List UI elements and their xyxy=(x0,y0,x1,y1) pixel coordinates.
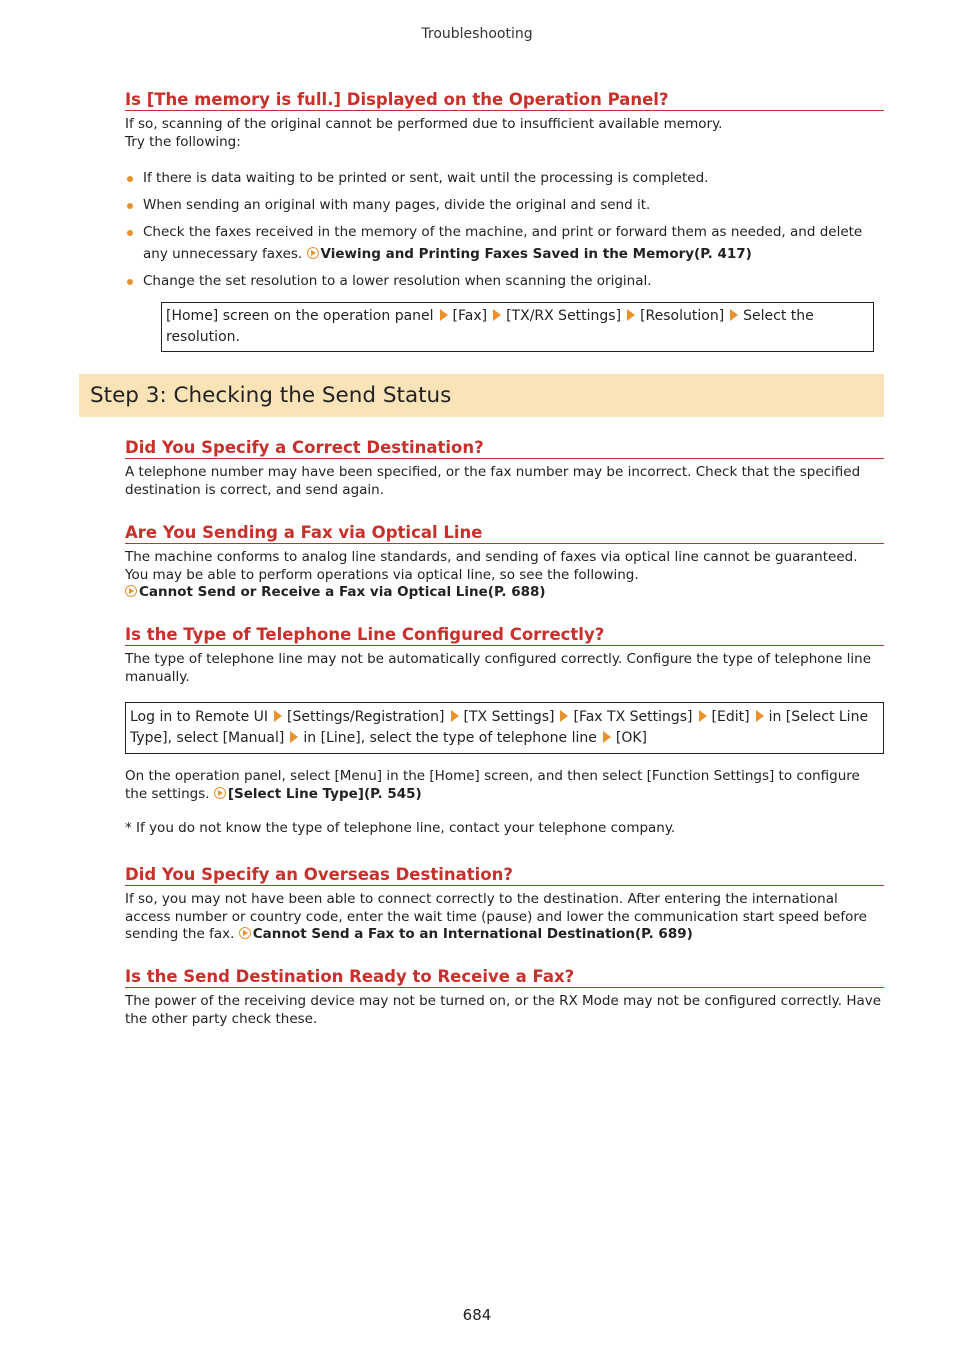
step-banner xyxy=(79,374,884,417)
section-body: A telephone number may have been specified, or the fax number may be incorrect. Check that the specified destination is correct, and send again. xyxy=(125,464,861,498)
list-item: If there is data waiting to be printed or sent, wait until the processing is completed. xyxy=(125,167,884,189)
intro-text: If so, scanning of the original cannot be performed due to insufficient available memory. xyxy=(125,116,723,132)
step-title: Step 3: Checking the Send Status xyxy=(90,383,452,408)
optical-line-link[interactable]: Cannot Send or Receive a Fax via Optical Line(P. 688) xyxy=(125,584,884,602)
path-step: Select the resolution. xyxy=(166,308,814,345)
page-header: Troubleshooting xyxy=(421,26,533,42)
link-arrow-icon xyxy=(307,247,319,259)
resolution-path-box xyxy=(161,302,874,352)
section-heading: Did You Specify a Correct Destination? xyxy=(125,438,884,459)
destination-section xyxy=(125,438,884,499)
list-item: When sending an original with many pages, divide the original and send it. xyxy=(125,194,884,216)
section-body: The machine conforms to analog line standards, and sending of faxes via optical line cannot be guaranteed. You may be able to perform operations via optical line, so see the following. xyxy=(125,549,858,583)
international-destination-link[interactable]: Cannot Send a Fax to an International Destination(P. 689) xyxy=(239,926,693,942)
section-heading: Are You Sending a Fax via Optical Line xyxy=(125,523,884,544)
path-arrow-icon xyxy=(290,731,298,743)
optical-section xyxy=(125,523,884,602)
memory-section xyxy=(125,90,884,352)
overseas-section xyxy=(125,865,884,944)
bullet-icon xyxy=(127,203,133,209)
bullet-icon xyxy=(127,176,133,182)
section-heading: Is the Type of Telephone Line Configured Correctly? xyxy=(125,625,884,646)
link-arrow-icon xyxy=(125,585,137,597)
section-body: If so, you may not have been able to connect correctly to the destination. After entering the international access number or country code, enter the wait time (pause) and lower the communication start speed before sending the fax. Cannot Send a Fax to an International Destination(P. 689) xyxy=(125,891,867,942)
panel-instructions: On the operation panel, select [Menu] in the [Home] screen, and then select [Function Settings] to configure the settings. [Select Line Type](P. 545) xyxy=(125,768,860,802)
memory-faxes-link[interactable]: Viewing and Printing Faxes Saved in the Memory(P. 417) xyxy=(307,246,752,262)
section-heading: Is [The memory is full.] Displayed on the Operation Panel? xyxy=(125,90,884,111)
path-step: [Fax] xyxy=(452,308,488,324)
bullet-list xyxy=(125,167,884,292)
link-arrow-icon xyxy=(214,787,226,799)
path-arrow-icon xyxy=(756,710,764,722)
path-arrow-icon xyxy=(603,731,611,743)
bullet-icon xyxy=(127,230,133,236)
note-text: * If you do not know the type of telephone line, contact your telephone company. xyxy=(125,820,676,836)
path-arrow-icon xyxy=(493,309,501,321)
path-arrow-icon xyxy=(699,710,707,722)
page-number: 684 xyxy=(462,1306,492,1324)
path-step: [TX/RX Settings] xyxy=(506,308,622,324)
line-type-section xyxy=(125,625,884,838)
intro-text: Try the following: xyxy=(125,133,241,150)
path-step: [Home] screen on the operation panel xyxy=(166,308,434,324)
bullet-icon xyxy=(127,279,133,285)
list-item: Change the set resolution to a lower resolution when scanning the original. xyxy=(125,270,884,292)
remote-ui-path-box: Log in to Remote UI [Settings/Registration] [TX Settings] [Fax TX Settings] [Edit] in [Select Line Type], select [Manual] in [Line], select the type of telephone line [OK] xyxy=(125,702,884,754)
section-body: The power of the receiving device may not be turned on, or the RX Mode may not be configured correctly. Have the other party check these. xyxy=(125,993,882,1027)
path-step: [Resolution] xyxy=(640,308,725,324)
link-arrow-icon xyxy=(239,927,251,939)
list-item: Check the faxes received in the memory of the machine, and print or forward them as needed, and delete any unnecessary faxes. Viewing and Printing Faxes Saved in the Memory(P. 417) xyxy=(125,221,884,265)
select-line-type-link[interactable]: [Select Line Type](P. 545) xyxy=(214,786,422,802)
path-arrow-icon xyxy=(440,309,448,321)
path-arrow-icon xyxy=(451,710,459,722)
path-arrow-icon xyxy=(560,710,568,722)
path-arrow-icon xyxy=(274,710,282,722)
path-arrow-icon xyxy=(730,309,738,321)
ready-section xyxy=(125,967,884,1028)
section-body: The type of telephone line may not be automatically configured correctly. Configure the type of telephone line manually. xyxy=(125,651,872,685)
section-heading: Did You Specify an Overseas Destination? xyxy=(125,865,884,886)
path-arrow-icon xyxy=(627,309,635,321)
section-heading: Is the Send Destination Ready to Receive a Fax? xyxy=(125,967,884,988)
